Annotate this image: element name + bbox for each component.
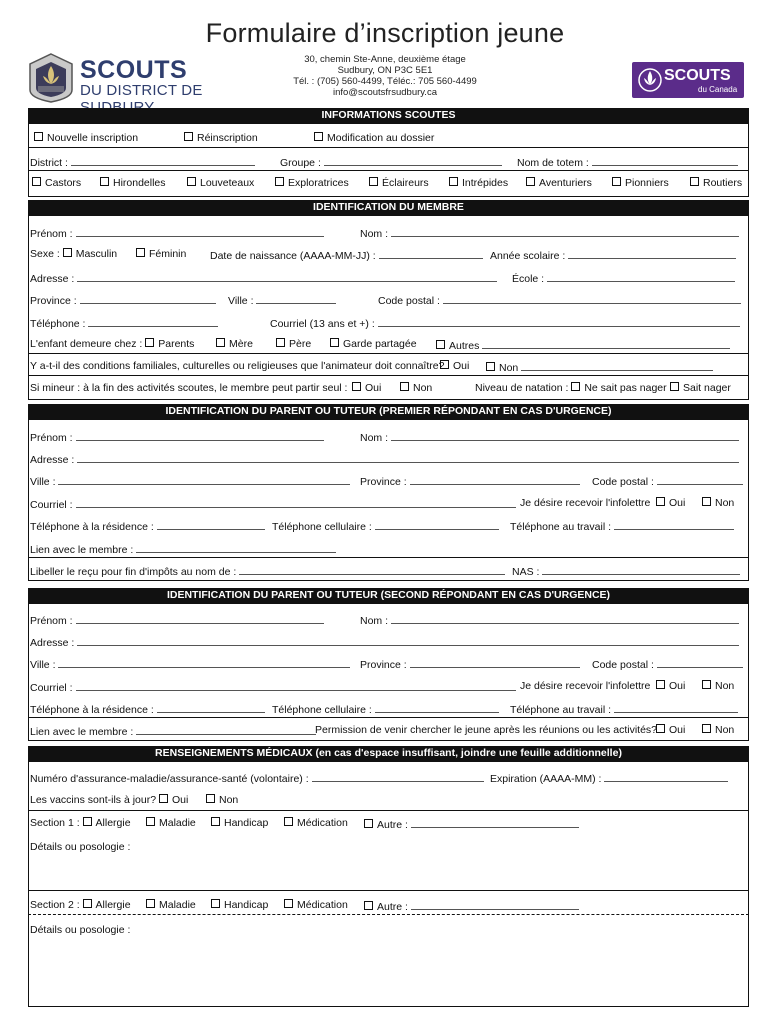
label-ville: Ville : xyxy=(30,476,56,488)
label-details: Détails ou posologie : xyxy=(30,924,131,936)
checkbox-conditions-non[interactable] xyxy=(486,362,495,371)
checkbox-mineur-oui[interactable] xyxy=(352,382,361,391)
label-oui: Oui xyxy=(171,794,189,806)
label-louveteaux: Louveteaux xyxy=(200,177,255,189)
label-maladie: Maladie xyxy=(159,899,196,911)
p1-tel-travail-field[interactable] xyxy=(614,519,734,530)
form-title: Formulaire d’inscription jeune xyxy=(205,18,565,48)
label-code-postal: Code postal : xyxy=(378,295,440,307)
label-courriel: Courriel (13 ans et +) : xyxy=(270,318,375,330)
checkbox-ne-sait-pas-nager[interactable] xyxy=(571,382,580,391)
address-line: Tél. : (705) 560-4499, Téléc.: 705 560-4499 xyxy=(293,76,477,87)
label-non: Non xyxy=(219,794,239,806)
s1-details-field[interactable] xyxy=(30,856,745,888)
p1-code-postal-field[interactable] xyxy=(657,474,743,485)
scouts-sudbury-logo xyxy=(26,52,276,104)
label-groupe: Groupe : xyxy=(280,157,321,169)
annee-scolaire-field[interactable] xyxy=(568,248,736,259)
section-header-identification-membre: IDENTIFICATION DU MEMBRE xyxy=(28,200,749,215)
checkbox-exploratrices[interactable] xyxy=(275,177,284,186)
label-reinscription: Réinscription xyxy=(197,132,258,144)
p2-province-field[interactable] xyxy=(410,657,580,668)
checkbox-s2-handicap[interactable] xyxy=(211,899,220,908)
checkbox-s1-autre[interactable] xyxy=(364,819,373,828)
checkbox-s2-medication[interactable] xyxy=(284,899,293,908)
label-prenom: Prénom : xyxy=(30,228,73,240)
conditions-field[interactable] xyxy=(521,360,713,371)
label-tel-residence: Téléphone à la résidence : xyxy=(30,704,154,716)
label-sexe: Sexe : xyxy=(30,248,60,260)
p2-code-postal-field[interactable] xyxy=(657,657,743,668)
p2-adresse-field[interactable] xyxy=(77,635,739,646)
label-masculin: Masculin xyxy=(75,248,118,260)
label-castors: Castors xyxy=(45,177,82,189)
label-prenom: Prénom : xyxy=(30,615,73,627)
groupe-field[interactable] xyxy=(324,155,502,166)
divider xyxy=(28,557,749,558)
label-aventuriers: Aventuriers xyxy=(539,177,592,189)
label-hirondelles: Hirondelles xyxy=(113,177,166,189)
p1-tel-cellulaire-field[interactable] xyxy=(375,519,499,530)
label-feminin: Féminin xyxy=(149,248,187,260)
ecole-field[interactable] xyxy=(547,271,735,282)
membre-code-postal-field[interactable] xyxy=(443,293,741,304)
checkbox-s2-autre[interactable] xyxy=(364,901,373,910)
divider xyxy=(28,170,749,171)
label-handicap: Handicap xyxy=(224,899,269,911)
label-allergie: Allergie xyxy=(95,817,131,829)
label-ville: Ville : xyxy=(30,659,56,671)
label-district: District : xyxy=(30,157,68,169)
checkbox-vaccins-oui[interactable] xyxy=(159,794,168,803)
label-assurance: Numéro d'assurance-maladie/assurance-santé (volontaire) : xyxy=(30,773,309,785)
checkbox-p2-infolettre-non[interactable] xyxy=(702,680,711,689)
checkbox-castors[interactable] xyxy=(32,177,41,186)
checkbox-vaccins-non[interactable] xyxy=(206,794,215,803)
divider xyxy=(28,375,749,376)
label-code-postal: Code postal : xyxy=(592,476,654,488)
checkbox-pionniers[interactable] xyxy=(612,177,621,186)
checkbox-s1-allergie[interactable] xyxy=(83,817,92,826)
membre-courriel-field[interactable] xyxy=(378,316,740,327)
divider xyxy=(28,890,749,891)
checkbox-s1-handicap[interactable] xyxy=(211,817,220,826)
label-oui: Oui xyxy=(365,382,382,394)
p1-nom-field[interactable] xyxy=(391,430,739,441)
label-nas: NAS : xyxy=(512,566,540,578)
checkbox-p1-infolettre-non[interactable] xyxy=(702,497,711,506)
naissance-field[interactable] xyxy=(379,248,483,259)
membre-province-field[interactable] xyxy=(80,293,216,304)
address-line: 30, chemin Ste-Anne, deuxième étage xyxy=(304,54,466,65)
label-pere: Père xyxy=(289,338,312,350)
p2-prenom-field[interactable] xyxy=(76,613,324,624)
checkbox-s1-medication[interactable] xyxy=(284,817,293,826)
p2-ville-field[interactable] xyxy=(58,657,350,668)
label-totem: Nom de totem : xyxy=(517,157,589,169)
label-infolettre: Je désire recevoir l'infolettre xyxy=(520,680,651,692)
p2-tel-residence-field[interactable] xyxy=(157,702,265,713)
checkbox-autres[interactable] xyxy=(436,340,445,349)
label-garde-partagee: Garde partagée xyxy=(343,338,417,350)
label-handicap: Handicap xyxy=(224,817,269,829)
label-telephone: Téléphone : xyxy=(30,318,86,330)
label-nom: Nom : xyxy=(360,228,389,240)
s1-autre-field[interactable] xyxy=(411,817,579,828)
p1-prenom-field[interactable] xyxy=(76,430,324,441)
label-lien: Lien avec le membre : xyxy=(30,544,134,556)
label-nom: Nom : xyxy=(360,432,389,444)
p1-adresse-field[interactable] xyxy=(77,452,739,463)
p2-tel-travail-field[interactable] xyxy=(614,702,738,713)
totem-field[interactable] xyxy=(592,155,738,166)
label-province: Province : xyxy=(360,476,407,488)
checkbox-conditions-oui[interactable] xyxy=(440,360,449,369)
label-ne-sait-pas-nager: Ne sait pas nager xyxy=(584,382,667,394)
p2-lien-field[interactable] xyxy=(136,724,316,735)
checkbox-s2-allergie[interactable] xyxy=(83,899,92,908)
label-allergie: Allergie xyxy=(95,899,131,911)
checkbox-s1-maladie[interactable] xyxy=(146,817,155,826)
label-non: Non xyxy=(715,724,735,736)
p1-courriel-field[interactable] xyxy=(76,497,516,508)
checkbox-eclaireurs[interactable] xyxy=(369,177,378,186)
label-autre: Autre : xyxy=(377,901,408,913)
label-tel-residence: Téléphone à la résidence : xyxy=(30,521,154,533)
checkbox-p1-infolettre-oui[interactable] xyxy=(656,497,665,506)
label-parents: Parents xyxy=(158,338,195,350)
label-vaccins: Les vaccins sont-ils à jour? xyxy=(30,794,157,806)
label-non: Non xyxy=(413,382,433,394)
label-oui: Oui xyxy=(669,724,686,736)
divider xyxy=(28,914,749,915)
label-autres: Autres xyxy=(449,340,480,352)
s2-autre-field[interactable] xyxy=(411,899,579,910)
p1-recu-field[interactable] xyxy=(239,564,505,575)
section-header-second-repondant: IDENTIFICATION DU PARENT OU TUTEUR (SECOND RÉPONDANT EN CAS D'URGENCE) xyxy=(28,588,749,603)
label-mineur: Si mineur : à la fin des activités scoutes, le membre peut partir seul : xyxy=(30,382,348,394)
divider xyxy=(28,717,749,718)
label-adresse: Adresse : xyxy=(30,637,75,649)
label-adresse: Adresse : xyxy=(30,454,75,466)
label-sait-nager: Sait nager xyxy=(683,382,731,394)
checkbox-reinscription[interactable] xyxy=(184,132,193,141)
checkbox-p2-infolettre-oui[interactable] xyxy=(656,680,665,689)
label-section-1: Section 1 : xyxy=(30,817,80,829)
label-ecole: École : xyxy=(512,273,545,285)
membre-prenom-field[interactable] xyxy=(76,226,324,237)
label-medication: Médication xyxy=(297,899,348,911)
fleur-de-lis-icon xyxy=(638,66,662,94)
assurance-field[interactable] xyxy=(312,771,484,782)
label-section-2: Section 2 : xyxy=(30,899,80,911)
checkbox-aventuriers[interactable] xyxy=(526,177,535,186)
label-ville: Ville : xyxy=(228,295,254,307)
checkbox-hirondelles[interactable] xyxy=(100,177,109,186)
label-courriel: Courriel : xyxy=(30,682,73,694)
checkbox-garde-partagee[interactable] xyxy=(330,338,339,347)
membre-adresse-field[interactable] xyxy=(77,271,497,282)
label-province: Province : xyxy=(360,659,407,671)
label-code-postal: Code postal : xyxy=(592,659,654,671)
label-natation: Niveau de natation : xyxy=(475,382,569,394)
membre-telephone-field[interactable] xyxy=(88,316,218,327)
checkbox-parents[interactable] xyxy=(145,338,154,347)
label-courriel: Courriel : xyxy=(30,499,73,511)
label-pionniers: Pionniers xyxy=(625,177,669,189)
label-recu: Libeller le reçu pour fin d'impôts au nom de : xyxy=(30,566,237,578)
address-line: Sudbury, ON P3C 5E1 xyxy=(337,65,433,76)
s2-details-field[interactable] xyxy=(30,940,745,1002)
checkbox-feminin[interactable] xyxy=(136,248,145,257)
label-tel-cellulaire: Téléphone cellulaire : xyxy=(272,704,372,716)
p2-tel-cellulaire-field[interactable] xyxy=(375,702,499,713)
checkbox-routiers[interactable] xyxy=(690,177,699,186)
label-nouvelle-inscription: Nouvelle inscription xyxy=(47,132,139,144)
logo-text-du-canada: du Canada xyxy=(698,85,738,94)
p2-nom-field[interactable] xyxy=(391,613,739,624)
checkbox-masculin[interactable] xyxy=(63,248,72,257)
membre-ville-field[interactable] xyxy=(256,293,336,304)
section-header-premier-repondant: IDENTIFICATION DU PARENT OU TUTEUR (PREMIER RÉPONDANT EN CAS D'URGENCE) xyxy=(28,404,749,419)
label-oui: Oui xyxy=(669,497,686,509)
label-maladie: Maladie xyxy=(159,817,196,829)
label-infolettre: Je désire recevoir l'infolettre xyxy=(520,497,651,509)
checkbox-intrepides[interactable] xyxy=(449,177,458,186)
checkbox-louveteaux[interactable] xyxy=(187,177,196,186)
label-conditions: Y a-t-il des conditions familiales, culturelles ou religieuses que l'animateur doit connaître? xyxy=(30,360,445,372)
p1-nas-field[interactable] xyxy=(542,564,740,575)
autres-field[interactable] xyxy=(482,338,730,349)
label-adresse: Adresse : xyxy=(30,273,75,285)
checkbox-mere[interactable] xyxy=(216,338,225,347)
checkbox-sait-nager[interactable] xyxy=(670,382,679,391)
label-tel-cellulaire: Téléphone cellulaire : xyxy=(272,521,372,533)
label-province: Province : xyxy=(30,295,77,307)
label-non: Non xyxy=(499,362,519,374)
label-tel-travail: Téléphone au travail : xyxy=(510,704,611,716)
label-exploratrices: Exploratrices xyxy=(288,177,349,189)
p1-lien-field[interactable] xyxy=(136,542,336,553)
label-expiration: Expiration (AAAA-MM) : xyxy=(490,773,602,785)
label-intrepides: Intrépides xyxy=(462,177,509,189)
checkbox-s2-maladie[interactable] xyxy=(146,899,155,908)
fleur-de-lis-emblem-icon xyxy=(26,52,76,104)
scouts-canada-logo xyxy=(632,62,744,98)
section-header-renseignements-medicaux: RENSEIGNEMENTS MÉDICAUX (en cas d'espace insuffisant, joindre une feuille additionnelle) xyxy=(28,746,749,761)
section-header-informations-scoutes: INFORMATIONS SCOUTES xyxy=(28,108,749,123)
checkbox-mineur-non[interactable] xyxy=(400,382,409,391)
p1-tel-residence-field[interactable] xyxy=(157,519,265,530)
label-prenom: Prénom : xyxy=(30,432,73,444)
label-oui: Oui xyxy=(669,680,686,692)
p1-ville-field[interactable] xyxy=(58,474,350,485)
label-nom: Nom : xyxy=(360,615,389,627)
address-block xyxy=(270,54,500,98)
checkbox-modification[interactable] xyxy=(314,132,323,141)
label-tel-travail: Téléphone au travail : xyxy=(510,521,611,533)
checkbox-pere[interactable] xyxy=(276,338,285,347)
label-routiers: Routiers xyxy=(703,177,743,189)
district-field[interactable] xyxy=(71,155,255,166)
address-line: info@scoutsfrsudbury.ca xyxy=(333,87,437,98)
label-oui: Oui xyxy=(453,360,470,372)
checkbox-permission-non[interactable] xyxy=(702,724,711,733)
checkbox-nouvelle-inscription[interactable] xyxy=(34,132,43,141)
membre-nom-field[interactable] xyxy=(391,226,739,237)
label-demeure: L'enfant demeure chez : xyxy=(30,338,143,350)
p2-courriel-field[interactable] xyxy=(76,680,516,691)
label-autre: Autre : xyxy=(377,819,408,831)
label-mere: Mère xyxy=(229,338,253,350)
logo-text-scouts-canada: SCOUTS xyxy=(664,67,731,84)
divider xyxy=(28,147,749,148)
label-non: Non xyxy=(715,680,735,692)
label-medication: Médication xyxy=(297,817,348,829)
logo-text-district: DU DISTRICT DE xyxy=(80,82,203,99)
logo-text-scouts: SCOUTS xyxy=(80,56,188,84)
label-modification: Modification au dossier xyxy=(327,132,435,144)
label-non: Non xyxy=(715,497,735,509)
divider xyxy=(28,810,749,811)
label-lien: Lien avec le membre : xyxy=(30,726,134,738)
label-annee-scolaire: Année scolaire : xyxy=(490,250,566,262)
p1-province-field[interactable] xyxy=(410,474,580,485)
expiration-field[interactable] xyxy=(604,771,728,782)
label-naissance: Date de naissance (AAAA-MM-JJ) : xyxy=(210,250,376,262)
divider xyxy=(28,353,749,354)
label-details: Détails ou posologie : xyxy=(30,841,131,853)
checkbox-permission-oui[interactable] xyxy=(656,724,665,733)
label-permission: Permission de venir chercher le jeune après les réunions ou les activités? xyxy=(315,724,658,736)
label-eclaireurs: Éclaireurs xyxy=(382,177,429,189)
